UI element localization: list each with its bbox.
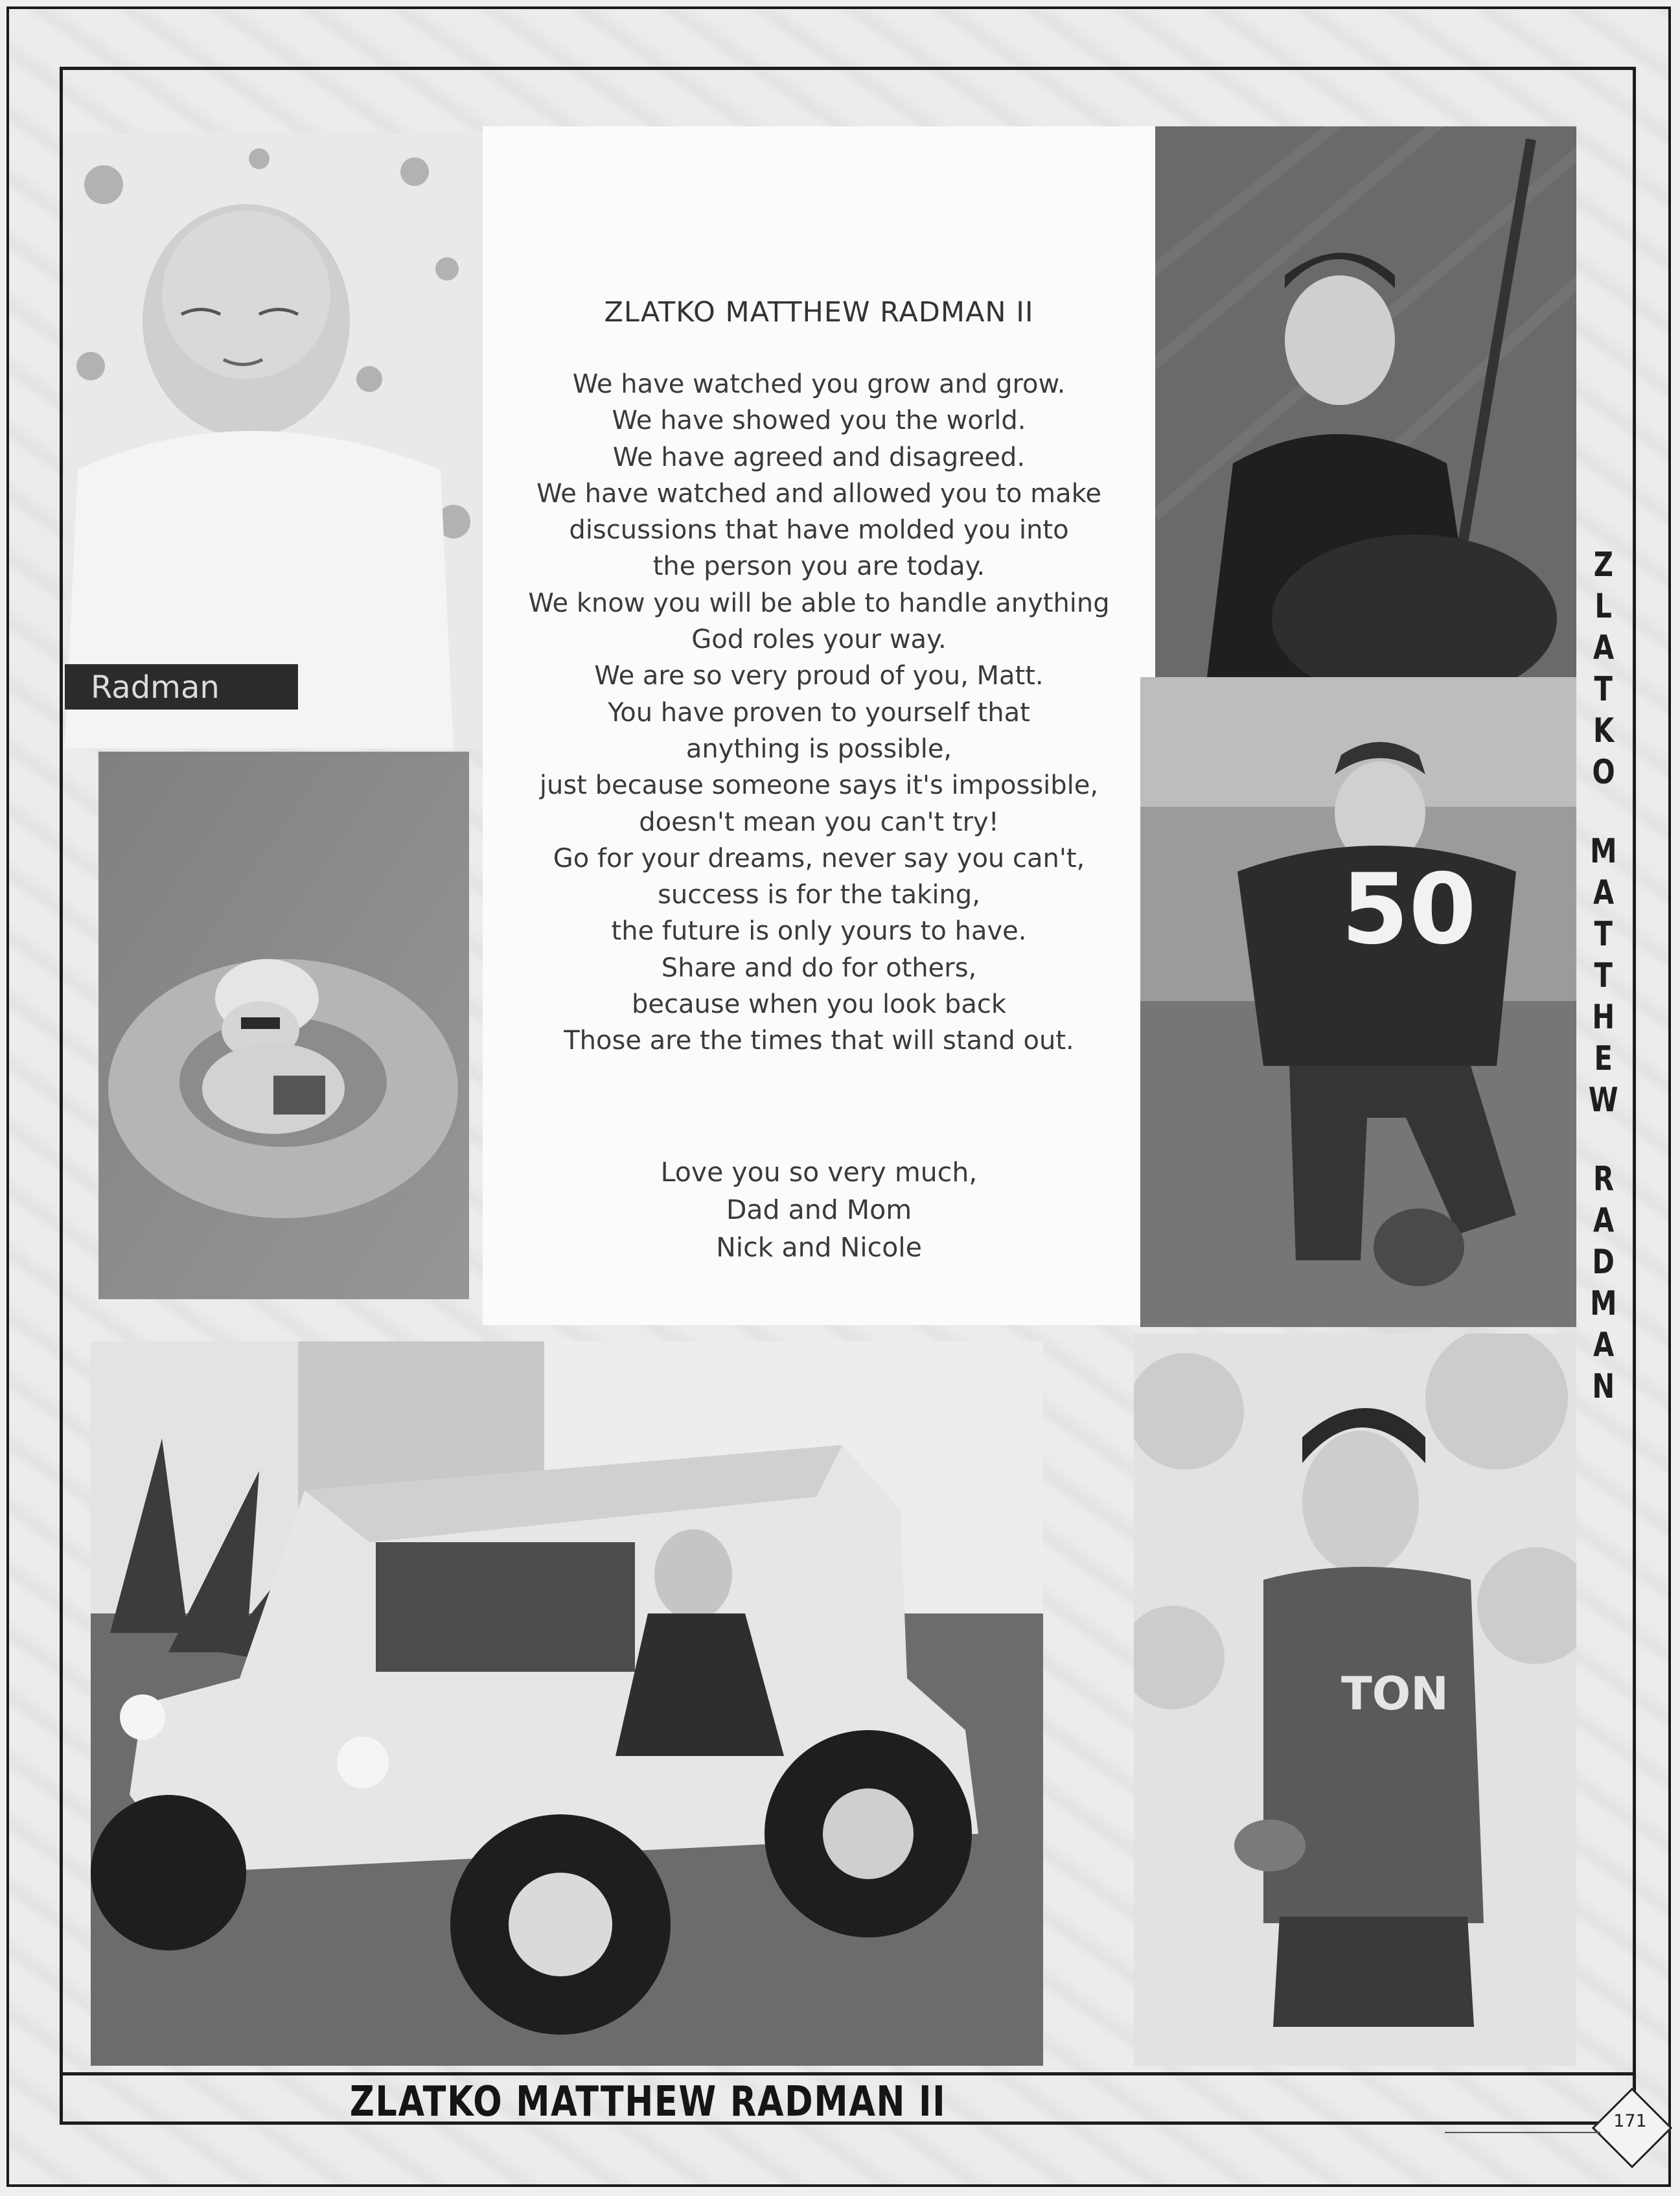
baby-caption: Radman (91, 669, 220, 706)
poem-line: doesn't mean you can't try! (639, 807, 999, 837)
side-letter: D (1592, 1243, 1615, 1282)
poem-line: We have watched and allowed you to make (536, 478, 1101, 509)
poem-line: We know you will be able to handle anything (528, 588, 1110, 618)
poem-title: ZLATKO MATTHEW RADMAN II (604, 296, 1034, 329)
side-letter: A (1593, 1201, 1615, 1240)
signoff-line: Dad and Mom (726, 1194, 912, 1225)
side-letter: A (1593, 1326, 1615, 1365)
poem-line: We have watched you grow and grow. (572, 369, 1066, 399)
poem-line: the future is only yours to have. (611, 916, 1027, 947)
poem-line: anything is possible, (685, 734, 952, 764)
side-letter: M (1590, 832, 1617, 871)
side-letter: R (1593, 1160, 1615, 1199)
photo-baby-float (98, 752, 469, 1299)
side-letter: T (1594, 670, 1613, 709)
page-number: 171 (1613, 2111, 1647, 2131)
side-letter: A (1593, 629, 1615, 667)
signoff-line: Love you so very much, (660, 1157, 978, 1188)
side-title-word (1585, 831, 1622, 1121)
poem-line: God roles your way. (691, 625, 947, 655)
shirt-text: TON (1341, 1667, 1449, 1720)
poem-line: Share and do for others, (661, 953, 977, 983)
poem-body (483, 366, 1155, 1059)
side-letter: Z (1593, 546, 1614, 584)
poem-line: discussions that have molded you into (569, 515, 1069, 546)
side-letter: W (1589, 1081, 1618, 1120)
footer-rule (1445, 2132, 1600, 2133)
poem-line: We have showed you the world. (612, 406, 1026, 436)
side-letter: E (1594, 1039, 1613, 1078)
side-letter: T (1594, 956, 1613, 995)
poem-line: Those are the times that will stand out. (564, 1026, 1074, 1056)
side-letter: M (1590, 1284, 1617, 1323)
poem-line: We are so very proud of you, Matt. (594, 661, 1044, 691)
photo-football-50 (1140, 677, 1576, 1327)
side-letter: K (1593, 711, 1615, 750)
jersey-number: 50 (1341, 853, 1477, 966)
side-letter: O (1592, 753, 1615, 792)
poem-line: just because someone says it's impossible, (539, 770, 1099, 801)
side-letter: H (1592, 998, 1615, 1037)
poem-line: You have proven to yourself that (608, 697, 1030, 728)
poem-line: because when you look back (632, 989, 1006, 1020)
footer-title: ZLATKO MATTHEW RADMAN II (349, 2078, 947, 2126)
poem-line: We have agreed and disagreed. (612, 442, 1026, 472)
poem-signoff (483, 1153, 1155, 1266)
photo-bass-portrait (1155, 126, 1576, 677)
poem-line: the person you are today. (652, 551, 985, 582)
photo-standing-football (1134, 1334, 1576, 2066)
side-letter: N (1592, 1367, 1615, 1406)
photo-baby-newborn (65, 133, 483, 748)
side-letter: T (1594, 915, 1613, 954)
signoff-line: Nick and Nicole (716, 1232, 922, 1263)
poem-panel (483, 126, 1155, 1325)
side-title-word (1589, 544, 1618, 793)
side-title (1581, 544, 1626, 1445)
poem-line: Go for your dreams, never say you can't, (553, 843, 1085, 873)
side-title-word (1587, 1159, 1620, 1407)
poem-line: success is for the taking, (658, 880, 980, 910)
photo-dune-buggy (91, 1341, 1043, 2066)
side-letter: A (1593, 873, 1615, 912)
side-letter: L (1594, 587, 1613, 626)
